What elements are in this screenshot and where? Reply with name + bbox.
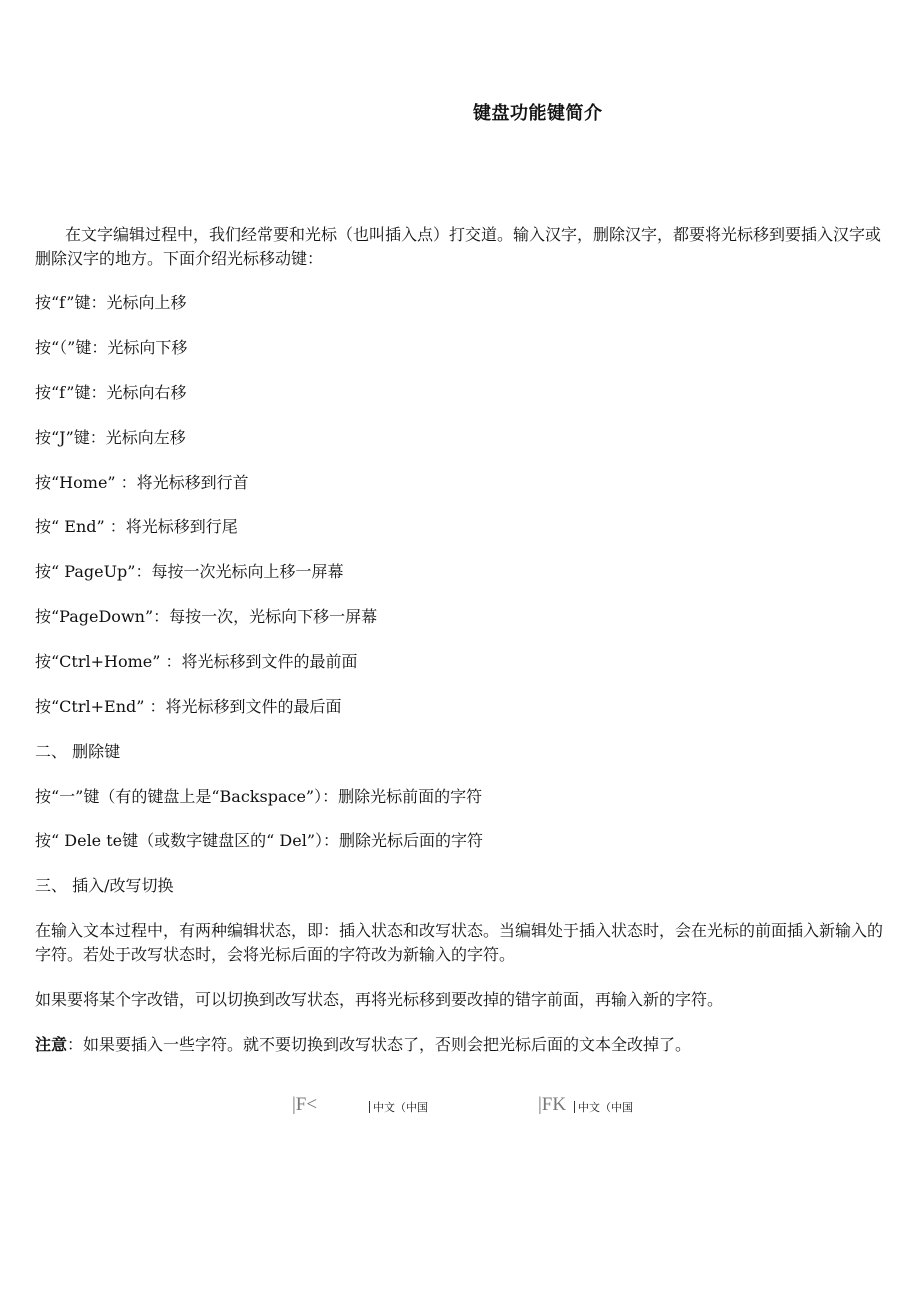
cursor-key-item-9: 按“Ctrl+Home” ：将光标移到文件的最前面 (35, 652, 358, 671)
overwrite-tip-paragraph: 如果要将某个字改错，可以切换到改写状态，再将光标移到要改掉的错字前面，再输入新的字符。 (35, 990, 724, 1009)
ime-language-label-left: 中文（中国 (369, 1099, 428, 1115)
ime-language-label-right: 中文（中国 (574, 1099, 633, 1115)
overwrite-mode-glyph: |FK (538, 1094, 567, 1115)
cursor-key-item-3: 按“f”键：光标向右移 (35, 383, 187, 402)
section-heading-insert: 三、 插入/改写切换 (35, 876, 174, 895)
cursor-key-item-10: 按“Ctrl+End” ：将光标移到文件的最后面 (35, 697, 342, 716)
note-paragraph (35, 1033, 887, 1057)
cursor-key-item-5: 按“Home” ：将光标移到行首 (35, 473, 249, 492)
note-text: ：如果要插入一些字符。就不要切换到改写状态了，否则会把光标后面的文本全改掉了。 (67, 1035, 692, 1054)
delete-key-item-1: 按“一”键（有的键盘上是“Backspace”）：删除光标前面的字符 (35, 787, 483, 806)
ime-status-illustration (0, 1094, 920, 1118)
insert-mode-glyph: |F< (292, 1094, 318, 1115)
cursor-key-item-2: 按“（”键：光标向下移 (35, 338, 188, 357)
delete-key-item-2: 按“ Dele te键（或数字键盘区的“ Del”）：删除光标后面的字符 (35, 831, 483, 850)
cursor-key-item-6: 按“ End” ：将光标移到行尾 (35, 517, 238, 536)
note-label: 注意 (35, 1035, 68, 1054)
cursor-key-item-8: 按“PageDown”：每按一次，光标向下移一屏幕 (35, 607, 378, 626)
intro-paragraph: 在文字编辑过程中，我们经常要和光标（也叫插入点）打交道。输入汉字，删除汉字，都要将光标移到要插入汉字或删除汉字的地方。下面介绍光标移动键： (35, 225, 882, 268)
cursor-key-item-1: 按“f”键：光标向上移 (35, 293, 187, 312)
cursor-key-item-4: 按“J”键：光标向左移 (35, 428, 186, 447)
insert-mode-paragraph: 在输入文本过程中，有两种编辑状态，即：插入状态和改写状态。当编辑处于插入状态时，会在光标的前面插入新输入的字符。若处于改写状态时，会将光标后面的字符改为新输入的字符。 (35, 921, 884, 964)
cursor-key-item-7: 按“ PageUp”：每按一次光标向上移一屏幕 (35, 562, 344, 581)
page-title: 键盘功能键简介 (473, 103, 603, 124)
section-heading-delete: 二、 删除键 (35, 742, 121, 761)
